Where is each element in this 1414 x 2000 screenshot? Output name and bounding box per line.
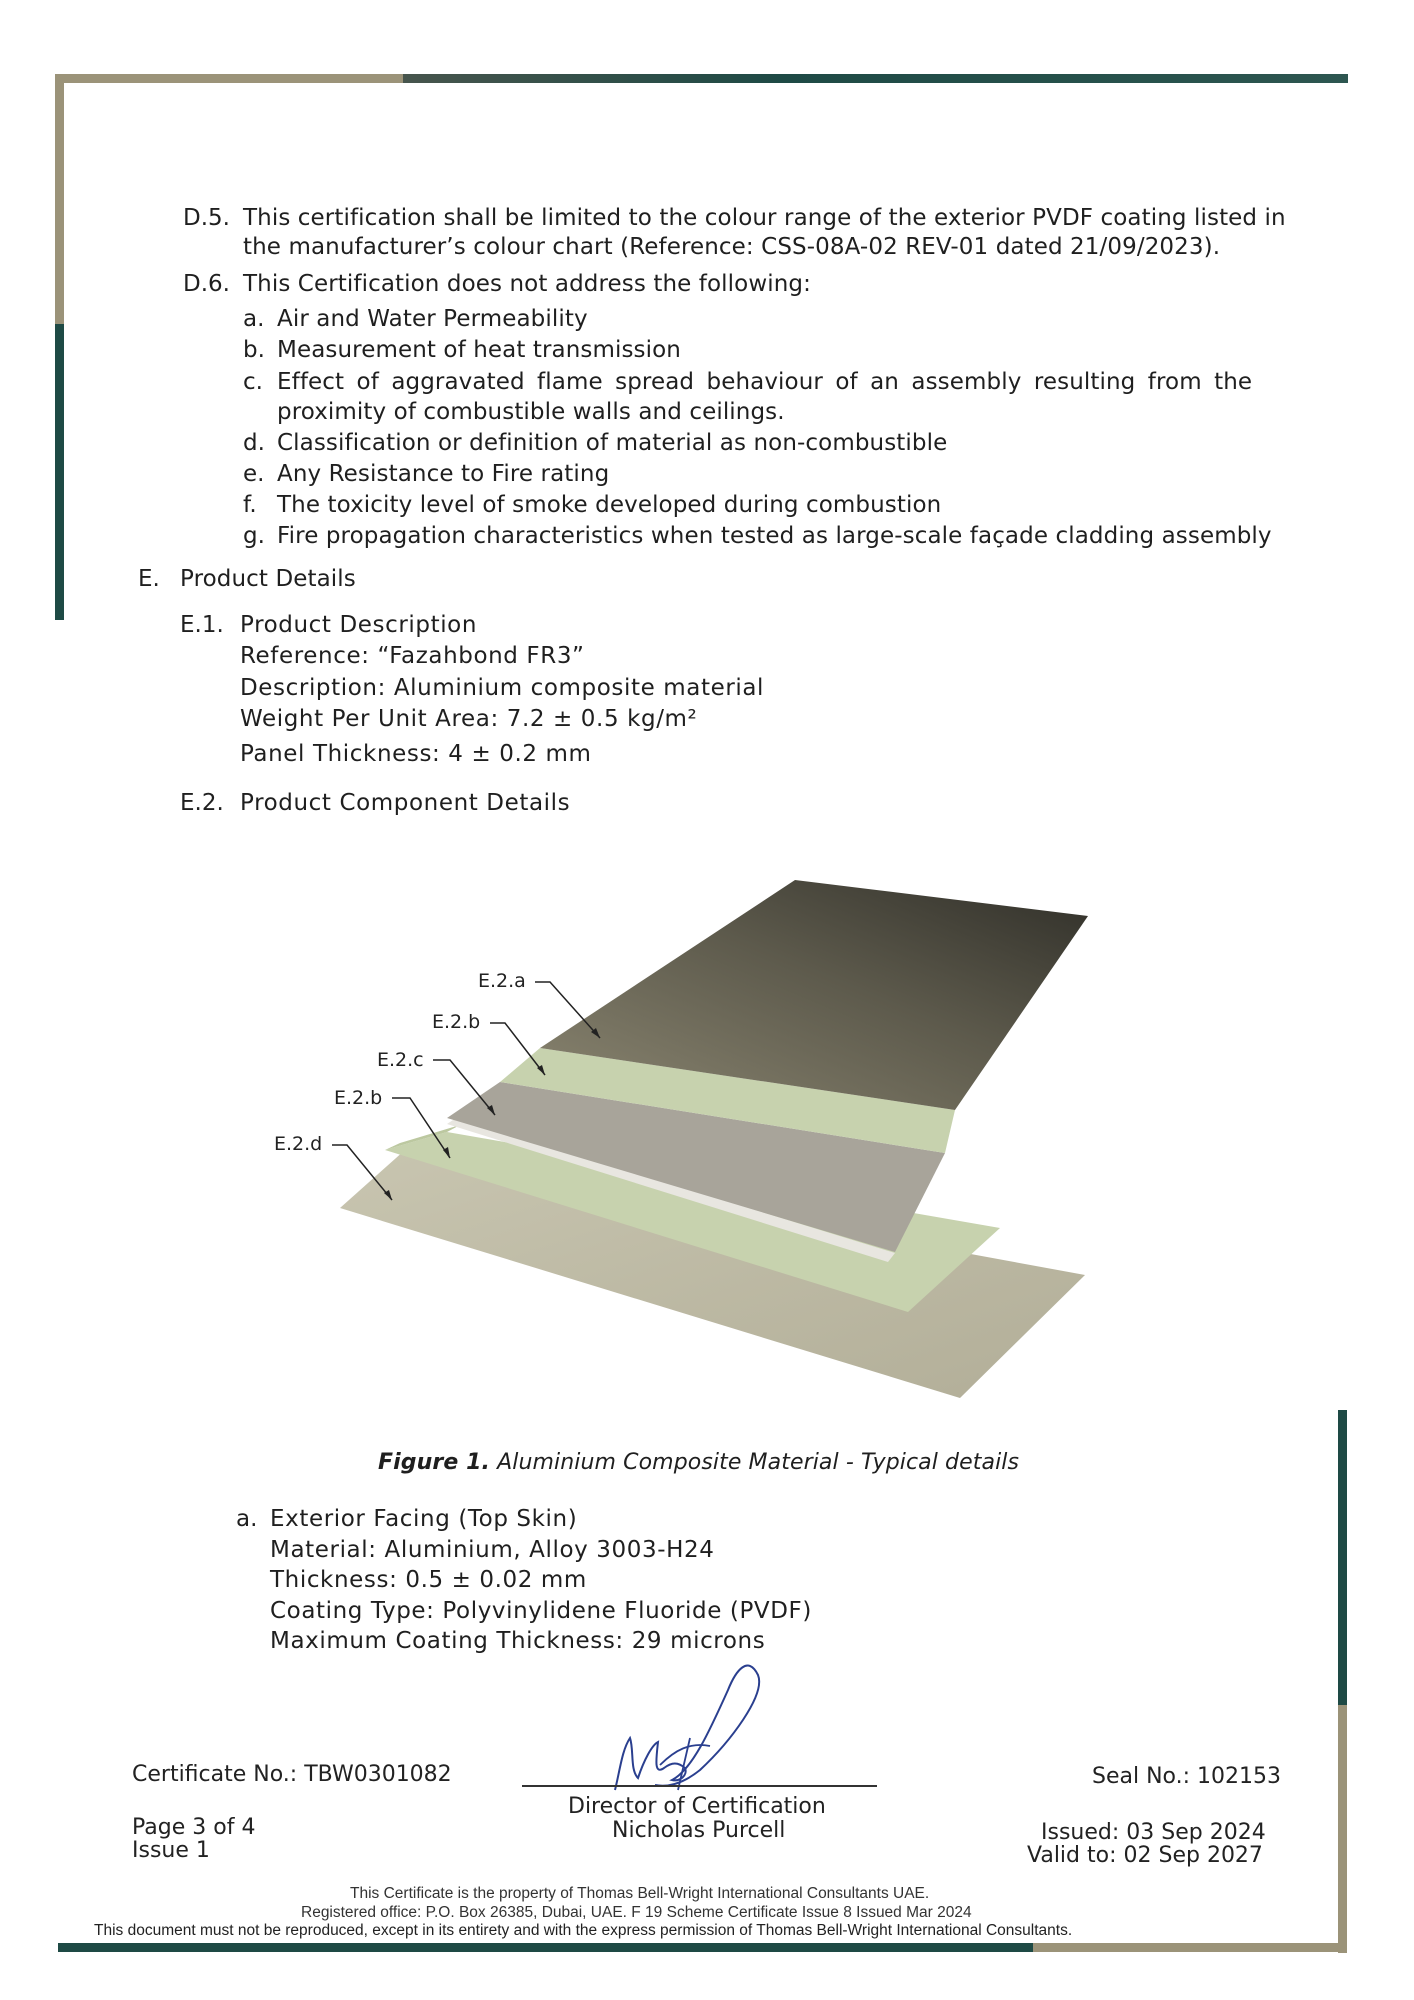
exclusion-g: Fire propagation characteristics when tested as large-scale façade cladding assembly: [277, 523, 1272, 549]
issue-number: Issue 1: [132, 1838, 210, 1863]
e2-title: Product Component Details: [240, 790, 571, 816]
exclusion-letter-a: a.: [243, 306, 265, 332]
exclusion-f: The toxicity level of smoke developed during combustion: [277, 492, 942, 518]
signature-flourish: [660, 1738, 710, 1790]
signatory-name: Nicholas Purcell: [612, 1818, 786, 1843]
component-a-coating-type: Coating Type: Polyvinylidene Fluoride (PVDF): [270, 1598, 812, 1624]
exclusion-c-line-1: Effect of aggravated flame spread behaviour of an assembly resulting from the: [277, 369, 1253, 395]
e1-weight: Weight Per Unit Area: 7.2 ± 0.5 kg/m²: [240, 706, 698, 732]
component-a-coating-thickness: Maximum Coating Thickness: 29 microns: [270, 1628, 766, 1654]
callout-e2c: E.2.c: [377, 1049, 424, 1071]
panel-layers: [340, 880, 1088, 1398]
seal-number: Seal No.: 102153: [1092, 1764, 1281, 1789]
e1-reference: Reference: “Fazahbond FR3”: [240, 643, 585, 669]
signatory-role: Director of Certification: [568, 1794, 826, 1819]
signature-line: [522, 1785, 877, 1787]
component-a-title: Exterior Facing (Top Skin): [270, 1506, 578, 1532]
exclusion-b: Measurement of heat transmission: [277, 337, 681, 363]
figure-caption-label: Figure 1.: [378, 1450, 490, 1475]
callout-e2a: E.2.a: [478, 970, 526, 992]
d6-line-1: This Certification does not address the following:: [243, 271, 811, 297]
e1-number: E.1.: [180, 612, 224, 638]
e1-thickness: Panel Thickness: 4 ± 0.2 mm: [240, 741, 592, 767]
page-number: Page 3 of 4: [132, 1815, 256, 1840]
exclusion-letter-c: c.: [243, 369, 263, 395]
exclusion-letter-g: g.: [243, 523, 265, 549]
callout-e2d: E.2.d: [274, 1133, 323, 1155]
exclusion-d: Classification or definition of material as non-combustible: [277, 430, 948, 456]
valid-to-date: Valid to: 02 Sep 2027: [1027, 1843, 1263, 1868]
certificate-number: Certificate No.: TBW0301082: [132, 1762, 452, 1787]
component-a-letter: a.: [236, 1506, 258, 1532]
legal-line-3: This document must not be reproduced, except in its entirety and with the express permission of Thomas Bell-Wright International Consultants.: [94, 1922, 1073, 1939]
d5-line-2: the manufacturer’s colour chart (Reference: CSS-08A-02 REV-01 dated 21/09/2023).: [243, 234, 1221, 260]
exclusion-c-line-2: proximity of combustible walls and ceilings.: [277, 399, 785, 425]
exclusion-letter-e: e.: [243, 461, 265, 487]
frame-bottom-dark: [58, 1943, 1033, 1952]
e1-description: Description: Aluminium composite material: [240, 675, 765, 701]
e1-title: Product Description: [240, 612, 478, 638]
item-number-d5: D.5.: [183, 205, 230, 231]
callout-e2b-upper: E.2.b: [432, 1011, 481, 1033]
d5-line-1: This certification shall be limited to the colour range of the exterior PVDF coating listed in: [243, 205, 1286, 231]
frame-right-tan: [1338, 1705, 1347, 1953]
legal-line-2: Registered office: P.O. Box 26385, Dubai, UAE. F 19 Scheme Certificate Issue 8 Issued Mar 2024: [301, 1904, 972, 1921]
frame-bottom-tan: [1033, 1943, 1347, 1952]
section-e-title: Product Details: [180, 566, 356, 592]
component-a-thickness: Thickness: 0.5 ± 0.02 mm: [270, 1567, 587, 1593]
legal-line-1: This Certificate is the property of Thomas Bell-Wright International Consultants UAE.: [350, 1885, 930, 1902]
issued-date: Issued: 03 Sep 2024: [1041, 1820, 1266, 1845]
exclusion-e: Any Resistance to Fire rating: [277, 461, 610, 487]
exclusion-a: Air and Water Permeability: [277, 306, 588, 332]
callout-e2b-lower: E.2.b: [334, 1087, 383, 1109]
component-a-material: Material: Aluminium, Alloy 3003-H24: [270, 1537, 715, 1563]
figure-caption: [378, 1448, 1019, 1478]
figure-caption-text: Aluminium Composite Material - Typical details: [489, 1450, 1020, 1475]
frame-right-dark: [1338, 1410, 1347, 1705]
signature-stroke: [615, 1666, 759, 1790]
item-number-d6: D.6.: [183, 271, 230, 297]
exclusion-letter-f: f.: [243, 492, 257, 518]
e2-number: E.2.: [180, 790, 224, 816]
exclusion-letter-b: b.: [243, 337, 265, 363]
signature-graphic: [560, 1650, 800, 1800]
section-e-number: E.: [138, 566, 160, 592]
exclusion-letter-d: d.: [243, 430, 265, 456]
